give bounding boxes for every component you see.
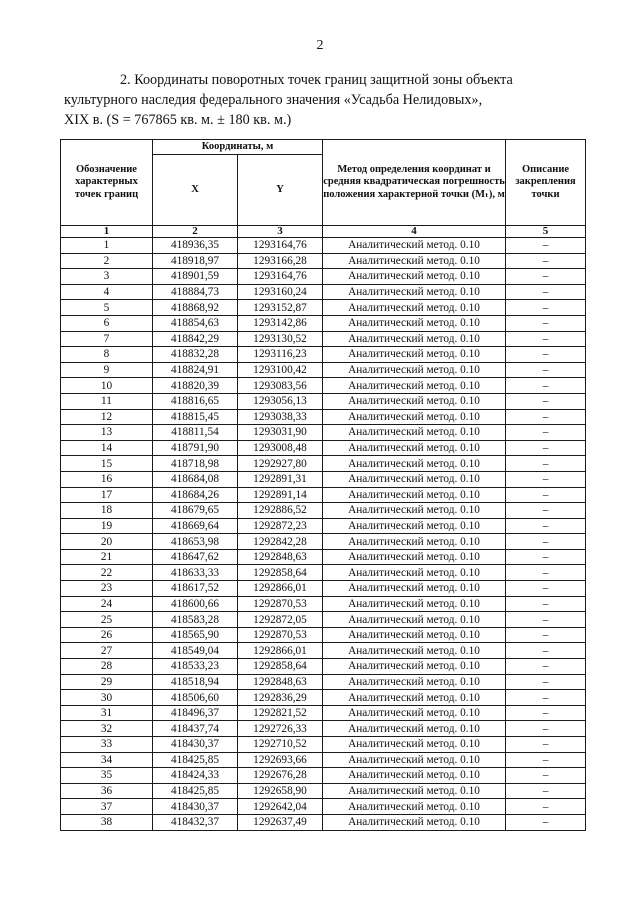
cell-description: – — [506, 752, 586, 768]
cell-x-coordinate: 418432,37 — [153, 814, 238, 830]
cell-method: Аналитический метод. 0.10 — [323, 253, 506, 269]
column-number: 4 — [323, 226, 506, 238]
cell-description: – — [506, 596, 586, 612]
table-row — [61, 612, 586, 628]
cell-method: Аналитический метод. 0.10 — [323, 768, 506, 784]
cell-method: Аналитический метод. 0.10 — [323, 425, 506, 441]
cell-point-number: 24 — [61, 596, 153, 612]
cell-x-coordinate: 418842,29 — [153, 331, 238, 347]
table-row — [61, 315, 586, 331]
cell-point-number: 33 — [61, 737, 153, 753]
cell-description: – — [506, 362, 586, 378]
cell-description: – — [506, 612, 586, 628]
cell-method: Аналитический метод. 0.10 — [323, 705, 506, 721]
cell-y-coordinate: 1293160,24 — [238, 284, 323, 300]
table-row — [61, 737, 586, 753]
cell-point-number: 21 — [61, 549, 153, 565]
cell-method: Аналитический метод. 0.10 — [323, 596, 506, 612]
cell-description: – — [506, 674, 586, 690]
cell-point-number: 23 — [61, 581, 153, 597]
cell-method: Аналитический метод. 0.10 — [323, 393, 506, 409]
cell-y-coordinate: 1293164,76 — [238, 269, 323, 285]
cell-x-coordinate: 418633,33 — [153, 565, 238, 581]
cell-method: Аналитический метод. 0.10 — [323, 269, 506, 285]
cell-y-coordinate: 1293083,56 — [238, 378, 323, 394]
cell-y-coordinate: 1293164,76 — [238, 238, 323, 254]
cell-x-coordinate: 418816,65 — [153, 393, 238, 409]
table-row — [61, 440, 586, 456]
table-row — [61, 814, 586, 830]
cell-x-coordinate: 418854,63 — [153, 315, 238, 331]
table-row — [61, 409, 586, 425]
cell-point-number: 29 — [61, 674, 153, 690]
table-row — [61, 783, 586, 799]
column-number-row — [61, 226, 586, 238]
cell-point-number: 17 — [61, 487, 153, 503]
cell-x-coordinate: 418679,65 — [153, 503, 238, 519]
cell-method: Аналитический метод. 0.10 — [323, 362, 506, 378]
cell-point-number: 1 — [61, 238, 153, 254]
header-method: Метод определения координат и средняя квадратическая погрешность положения характерной точки (Mₜ), м — [323, 140, 506, 226]
cell-method: Аналитический метод. 0.10 — [323, 814, 506, 830]
cell-x-coordinate: 418496,37 — [153, 705, 238, 721]
cell-y-coordinate: 1292693,66 — [238, 752, 323, 768]
cell-method: Аналитический метод. 0.10 — [323, 440, 506, 456]
cell-point-number: 7 — [61, 331, 153, 347]
header-coordinates: Координаты, м — [153, 140, 323, 155]
table-row — [61, 549, 586, 565]
cell-description: – — [506, 425, 586, 441]
cell-x-coordinate: 418425,85 — [153, 752, 238, 768]
cell-point-number: 10 — [61, 378, 153, 394]
table-row — [61, 487, 586, 503]
cell-point-number: 27 — [61, 643, 153, 659]
cell-method: Аналитический метод. 0.10 — [323, 627, 506, 643]
cell-description: – — [506, 487, 586, 503]
cell-method: Аналитический метод. 0.10 — [323, 471, 506, 487]
table-row — [61, 253, 586, 269]
cell-point-number: 2 — [61, 253, 153, 269]
cell-point-number: 9 — [61, 362, 153, 378]
cell-description: – — [506, 783, 586, 799]
cell-point-number: 14 — [61, 440, 153, 456]
cell-method: Аналитический метод. 0.10 — [323, 674, 506, 690]
cell-description: – — [506, 300, 586, 316]
page-number: 2 — [316, 38, 324, 53]
cell-description: – — [506, 565, 586, 581]
cell-x-coordinate: 418820,39 — [153, 378, 238, 394]
cell-description: – — [506, 627, 586, 643]
cell-method: Аналитический метод. 0.10 — [323, 721, 506, 737]
cell-description: – — [506, 393, 586, 409]
cell-y-coordinate: 1293031,90 — [238, 425, 323, 441]
table-row — [61, 284, 586, 300]
cell-method: Аналитический метод. 0.10 — [323, 549, 506, 565]
table-row — [61, 690, 586, 706]
cell-y-coordinate: 1292891,31 — [238, 471, 323, 487]
column-number: 1 — [61, 226, 153, 238]
cell-description: – — [506, 581, 586, 597]
cell-x-coordinate: 418653,98 — [153, 534, 238, 550]
cell-method: Аналитический метод. 0.10 — [323, 534, 506, 550]
table-row — [61, 362, 586, 378]
cell-description: – — [506, 659, 586, 675]
table-row — [61, 534, 586, 550]
cell-point-number: 36 — [61, 783, 153, 799]
cell-method: Аналитический метод. 0.10 — [323, 347, 506, 363]
cell-point-number: 22 — [61, 565, 153, 581]
table-row — [61, 627, 586, 643]
cell-x-coordinate: 418647,62 — [153, 549, 238, 565]
cell-method: Аналитический метод. 0.10 — [323, 565, 506, 581]
cell-x-coordinate: 418884,73 — [153, 284, 238, 300]
cell-point-number: 38 — [61, 814, 153, 830]
cell-x-coordinate: 418506,60 — [153, 690, 238, 706]
cell-x-coordinate: 418425,85 — [153, 783, 238, 799]
cell-method: Аналитический метод. 0.10 — [323, 503, 506, 519]
cell-y-coordinate: 1293116,23 — [238, 347, 323, 363]
cell-x-coordinate: 418518,94 — [153, 674, 238, 690]
cell-y-coordinate: 1292927,80 — [238, 456, 323, 472]
cell-method: Аналитический метод. 0.10 — [323, 300, 506, 316]
cell-point-number: 13 — [61, 425, 153, 441]
cell-method: Аналитический метод. 0.10 — [323, 238, 506, 254]
table-row — [61, 378, 586, 394]
table-row — [61, 581, 586, 597]
cell-y-coordinate: 1292872,05 — [238, 612, 323, 628]
cell-description: – — [506, 238, 586, 254]
section-heading — [64, 70, 582, 130]
cell-description: – — [506, 503, 586, 519]
cell-y-coordinate: 1292886,52 — [238, 503, 323, 519]
cell-x-coordinate: 418718,98 — [153, 456, 238, 472]
cell-x-coordinate: 418684,08 — [153, 471, 238, 487]
cell-method: Аналитический метод. 0.10 — [323, 799, 506, 815]
cell-y-coordinate: 1292858,64 — [238, 659, 323, 675]
cell-y-coordinate: 1293152,87 — [238, 300, 323, 316]
cell-point-number: 34 — [61, 752, 153, 768]
cell-description: – — [506, 440, 586, 456]
cell-x-coordinate: 418832,28 — [153, 347, 238, 363]
table-row — [61, 596, 586, 612]
heading-line-2: культурного наследия федерального значения «Усадьба Нелидовых», — [64, 92, 483, 108]
coordinates-table — [60, 139, 586, 831]
cell-x-coordinate: 418936,35 — [153, 238, 238, 254]
cell-x-coordinate: 418669,64 — [153, 518, 238, 534]
cell-point-number: 4 — [61, 284, 153, 300]
cell-method: Аналитический метод. 0.10 — [323, 612, 506, 628]
cell-y-coordinate: 1292866,01 — [238, 581, 323, 597]
cell-x-coordinate: 418901,59 — [153, 269, 238, 285]
cell-y-coordinate: 1292676,28 — [238, 768, 323, 784]
cell-y-coordinate: 1292642,04 — [238, 799, 323, 815]
table-row — [61, 565, 586, 581]
header-point-designation: Обозначение характерных точек границ — [61, 140, 153, 226]
cell-y-coordinate: 1293130,52 — [238, 331, 323, 347]
table-row — [61, 799, 586, 815]
cell-method: Аналитический метод. 0.10 — [323, 378, 506, 394]
column-number: 3 — [238, 226, 323, 238]
cell-point-number: 37 — [61, 799, 153, 815]
cell-y-coordinate: 1292848,63 — [238, 674, 323, 690]
cell-point-number: 15 — [61, 456, 153, 472]
cell-method: Аналитический метод. 0.10 — [323, 456, 506, 472]
cell-y-coordinate: 1292821,52 — [238, 705, 323, 721]
cell-x-coordinate: 418424,33 — [153, 768, 238, 784]
cell-y-coordinate: 1292891,14 — [238, 487, 323, 503]
cell-method: Аналитический метод. 0.10 — [323, 581, 506, 597]
cell-point-number: 26 — [61, 627, 153, 643]
cell-y-coordinate: 1293056,13 — [238, 393, 323, 409]
cell-x-coordinate: 418868,92 — [153, 300, 238, 316]
cell-description: – — [506, 518, 586, 534]
cell-method: Аналитический метод. 0.10 — [323, 518, 506, 534]
table-row — [61, 456, 586, 472]
cell-method: Аналитический метод. 0.10 — [323, 284, 506, 300]
table-row — [61, 674, 586, 690]
table-row — [61, 238, 586, 254]
table-row — [61, 768, 586, 784]
heading-line-3: XIX в. (S = 767865 кв. м. ± 180 кв. м.) — [64, 112, 292, 128]
cell-method: Аналитический метод. 0.10 — [323, 643, 506, 659]
cell-description: – — [506, 284, 586, 300]
cell-point-number: 25 — [61, 612, 153, 628]
header-y: Y — [238, 155, 323, 226]
cell-description: – — [506, 643, 586, 659]
cell-description: – — [506, 378, 586, 394]
cell-method: Аналитический метод. 0.10 — [323, 315, 506, 331]
table-row — [61, 705, 586, 721]
cell-description: – — [506, 690, 586, 706]
cell-y-coordinate: 1293038,33 — [238, 409, 323, 425]
cell-x-coordinate: 418549,04 — [153, 643, 238, 659]
cell-point-number: 16 — [61, 471, 153, 487]
cell-x-coordinate: 418600,66 — [153, 596, 238, 612]
cell-point-number: 8 — [61, 347, 153, 363]
cell-description: – — [506, 409, 586, 425]
cell-description: – — [506, 347, 586, 363]
table-row — [61, 425, 586, 441]
cell-description: – — [506, 705, 586, 721]
cell-description: – — [506, 315, 586, 331]
cell-y-coordinate: 1292836,29 — [238, 690, 323, 706]
cell-y-coordinate: 1293166,28 — [238, 253, 323, 269]
cell-point-number: 6 — [61, 315, 153, 331]
cell-x-coordinate: 418583,28 — [153, 612, 238, 628]
cell-point-number: 5 — [61, 300, 153, 316]
cell-y-coordinate: 1292872,23 — [238, 518, 323, 534]
cell-point-number: 20 — [61, 534, 153, 550]
cell-description: – — [506, 253, 586, 269]
cell-x-coordinate: 418684,26 — [153, 487, 238, 503]
cell-x-coordinate: 418811,54 — [153, 425, 238, 441]
cell-method: Аналитический метод. 0.10 — [323, 409, 506, 425]
cell-method: Аналитический метод. 0.10 — [323, 659, 506, 675]
cell-x-coordinate: 418565,90 — [153, 627, 238, 643]
cell-y-coordinate: 1292637,49 — [238, 814, 323, 830]
cell-description: – — [506, 456, 586, 472]
cell-x-coordinate: 418430,37 — [153, 737, 238, 753]
cell-point-number: 28 — [61, 659, 153, 675]
cell-point-number: 3 — [61, 269, 153, 285]
cell-y-coordinate: 1293100,42 — [238, 362, 323, 378]
cell-description: – — [506, 799, 586, 815]
table-row — [61, 503, 586, 519]
table-row — [61, 300, 586, 316]
cell-description: – — [506, 471, 586, 487]
table-row — [61, 721, 586, 737]
cell-y-coordinate: 1293008,48 — [238, 440, 323, 456]
cell-description: – — [506, 721, 586, 737]
cell-y-coordinate: 1292858,64 — [238, 565, 323, 581]
cell-description: – — [506, 331, 586, 347]
cell-x-coordinate: 418815,45 — [153, 409, 238, 425]
table-row — [61, 393, 586, 409]
cell-point-number: 30 — [61, 690, 153, 706]
cell-x-coordinate: 418791,90 — [153, 440, 238, 456]
cell-description: – — [506, 737, 586, 753]
cell-point-number: 32 — [61, 721, 153, 737]
cell-method: Аналитический метод. 0.10 — [323, 331, 506, 347]
table-row — [61, 518, 586, 534]
cell-point-number: 31 — [61, 705, 153, 721]
cell-method: Аналитический метод. 0.10 — [323, 690, 506, 706]
cell-y-coordinate: 1292866,01 — [238, 643, 323, 659]
cell-x-coordinate: 418430,37 — [153, 799, 238, 815]
cell-description: – — [506, 269, 586, 285]
table-row — [61, 752, 586, 768]
cell-y-coordinate: 1292848,63 — [238, 549, 323, 565]
cell-y-coordinate: 1292870,53 — [238, 596, 323, 612]
cell-x-coordinate: 418617,52 — [153, 581, 238, 597]
cell-y-coordinate: 1292870,53 — [238, 627, 323, 643]
cell-y-coordinate: 1292842,28 — [238, 534, 323, 550]
table-row — [61, 643, 586, 659]
cell-method: Аналитический метод. 0.10 — [323, 752, 506, 768]
cell-description: – — [506, 768, 586, 784]
cell-point-number: 19 — [61, 518, 153, 534]
cell-x-coordinate: 418437,74 — [153, 721, 238, 737]
cell-point-number: 12 — [61, 409, 153, 425]
table-row — [61, 471, 586, 487]
cell-x-coordinate: 418918,97 — [153, 253, 238, 269]
cell-description: – — [506, 534, 586, 550]
cell-x-coordinate: 418533,23 — [153, 659, 238, 675]
cell-y-coordinate: 1292710,52 — [238, 737, 323, 753]
cell-point-number: 35 — [61, 768, 153, 784]
table-row — [61, 347, 586, 363]
cell-y-coordinate: 1292726,33 — [238, 721, 323, 737]
heading-line-1: 2. Координаты поворотных точек границ защитной зоны объекта — [120, 72, 513, 88]
header-x: X — [153, 155, 238, 226]
table-row — [61, 331, 586, 347]
table-row — [61, 269, 586, 285]
column-number: 5 — [506, 226, 586, 238]
column-number: 2 — [153, 226, 238, 238]
cell-method: Аналитический метод. 0.10 — [323, 737, 506, 753]
cell-x-coordinate: 418824,91 — [153, 362, 238, 378]
cell-method: Аналитический метод. 0.10 — [323, 487, 506, 503]
cell-method: Аналитический метод. 0.10 — [323, 783, 506, 799]
cell-y-coordinate: 1293142,86 — [238, 315, 323, 331]
cell-point-number: 18 — [61, 503, 153, 519]
cell-point-number: 11 — [61, 393, 153, 409]
cell-description: – — [506, 814, 586, 830]
header-description: Описание закрепления точки — [506, 140, 586, 226]
table-row — [61, 659, 586, 675]
cell-y-coordinate: 1292658,90 — [238, 783, 323, 799]
table-body — [61, 238, 586, 831]
cell-description: – — [506, 549, 586, 565]
